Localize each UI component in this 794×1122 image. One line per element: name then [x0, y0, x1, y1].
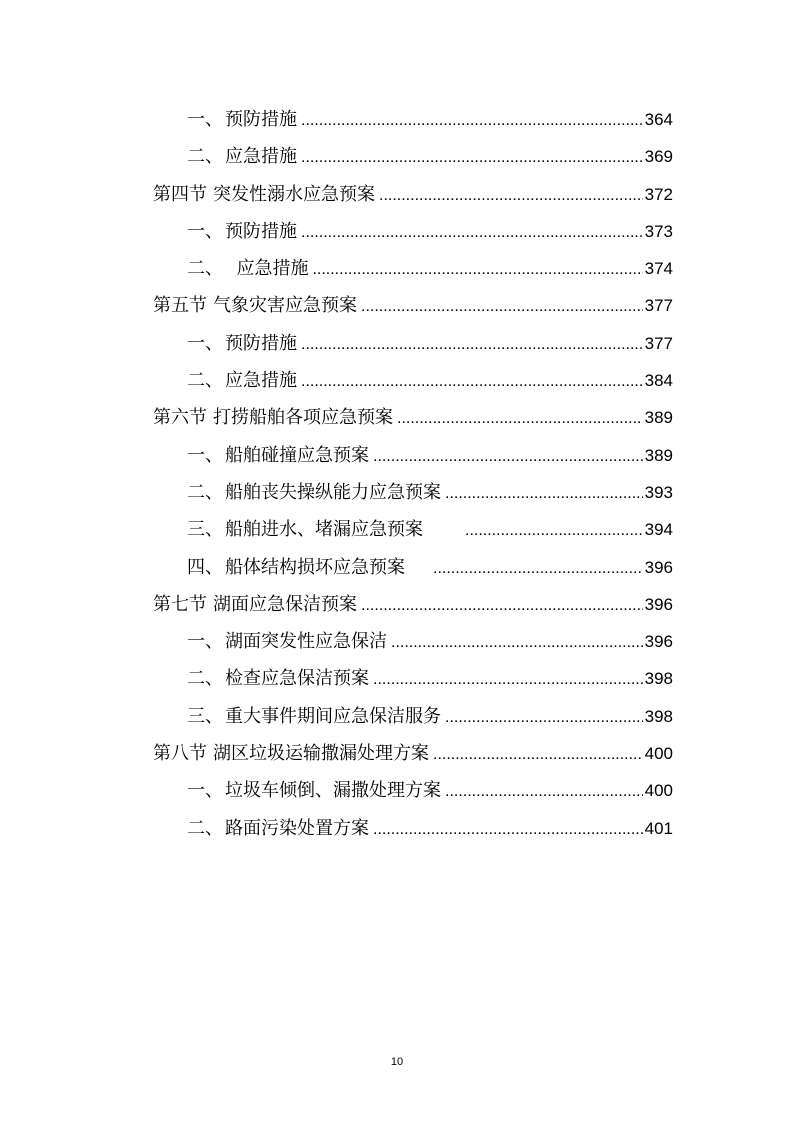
toc-entry-prefix: 二、 [187, 668, 223, 690]
toc-entry-title: 预防措施 [225, 332, 297, 354]
toc-dot-leader [361, 587, 643, 624]
toc-entry-prefix: 三、 [187, 519, 223, 541]
toc-entry-page: 396 [644, 632, 673, 652]
toc-entry[interactable] [153, 549, 673, 586]
toc-entry-prefix: 一、 [187, 631, 223, 653]
toc-dot-leader [433, 736, 643, 773]
toc-entry-page: 398 [644, 706, 673, 726]
toc-section-entry[interactable] [153, 176, 673, 213]
toc-entry-prefix: 一、 [187, 220, 223, 242]
toc-entry-prefix: 二、 [187, 481, 223, 503]
toc-entry-page: 373 [644, 221, 673, 241]
toc-dot-leader [445, 475, 643, 512]
toc-section-entry[interactable] [153, 735, 673, 772]
table-of-contents [153, 101, 673, 847]
toc-entry[interactable] [153, 772, 673, 809]
toc-entry-page: 396 [644, 557, 673, 577]
toc-section-title: 湖区垃圾运输撒漏处理方案 [213, 743, 429, 765]
toc-entry-title: 路面污染处置方案 [225, 817, 369, 839]
toc-entry[interactable] [153, 138, 673, 175]
toc-entry-page: 398 [644, 669, 673, 689]
toc-dot-leader [301, 326, 643, 363]
toc-dot-leader [397, 400, 643, 437]
toc-entry-page: 384 [644, 371, 673, 391]
toc-section-title: 湖面应急保洁预案 [213, 593, 357, 615]
toc-entry-prefix: 二、 [187, 817, 223, 839]
toc-dot-leader [373, 811, 643, 848]
toc-entry-title: 应急措施 [225, 146, 297, 168]
toc-entry-page: 369 [644, 147, 673, 167]
toc-section-title: 气象灾害应急预案 [213, 295, 357, 317]
toc-entry[interactable] [153, 810, 673, 847]
toc-entry[interactable] [153, 660, 673, 697]
toc-entry-prefix: 一、 [187, 780, 223, 802]
toc-entry-page: 400 [644, 744, 673, 764]
toc-entry[interactable] [153, 250, 673, 287]
toc-section-prefix: 第四节 [153, 183, 207, 205]
toc-dot-leader [301, 102, 643, 139]
toc-entry-page: 389 [644, 445, 673, 465]
toc-section-entry[interactable] [153, 399, 673, 436]
toc-entry-title: 应急措施 [225, 370, 297, 392]
toc-entry[interactable] [153, 623, 673, 660]
toc-entry[interactable] [153, 437, 673, 474]
toc-section-title: 打捞船舶各项应急预案 [213, 407, 393, 429]
toc-entry-page: 372 [644, 184, 673, 204]
toc-entry[interactable] [153, 511, 673, 548]
toc-entry-prefix: 四、 [187, 556, 223, 578]
toc-entry-title: 垃圾车倾倒、漏撒处理方案 [225, 780, 441, 802]
toc-entry-title: 湖面突发性应急保洁 [225, 631, 387, 653]
toc-dot-leader [361, 288, 643, 325]
toc-dot-leader [379, 177, 643, 214]
toc-dot-leader [301, 363, 643, 400]
toc-dot-leader [312, 251, 642, 288]
toc-dot-leader [301, 214, 643, 251]
toc-dot-leader [433, 550, 643, 587]
toc-entry-prefix: 二、 [187, 370, 223, 392]
toc-entry-prefix: 一、 [187, 332, 223, 354]
toc-dot-leader [373, 661, 643, 698]
toc-dot-leader [373, 438, 643, 475]
toc-entry-page: 389 [644, 408, 673, 428]
toc-dot-leader [465, 512, 643, 549]
toc-entry-title: 预防措施 [225, 109, 297, 130]
page-number: 10 [390, 1056, 404, 1068]
toc-entry-page: 396 [644, 594, 673, 614]
toc-entry-title: 船舶碰撞应急预案 [225, 444, 369, 466]
toc-section-prefix: 第七节 [153, 593, 207, 615]
toc-entry-page: 377 [644, 296, 673, 316]
toc-entry[interactable] [153, 698, 673, 735]
toc-entry[interactable] [153, 325, 673, 362]
toc-entry-page: 401 [644, 818, 673, 838]
toc-entry-page: 393 [644, 482, 673, 502]
toc-section-prefix: 第八节 [153, 743, 207, 765]
toc-entry-title: 检查应急保洁预案 [225, 668, 369, 690]
toc-section-title: 突发性溺水应急预案 [213, 183, 375, 205]
toc-entry[interactable] [153, 362, 673, 399]
toc-section-prefix: 第五节 [153, 295, 207, 317]
toc-entry-title: 船舶丧失操纵能力应急预案 [225, 481, 441, 503]
toc-entry[interactable] [153, 101, 673, 138]
toc-entry-prefix: 一、 [187, 444, 223, 466]
toc-entry-title: 应急措施 [225, 258, 309, 280]
toc-entry-prefix: 三、 [187, 705, 223, 727]
toc-entry[interactable] [153, 474, 673, 511]
toc-entry-title: 船舶进水、堵漏应急预案 [225, 519, 423, 541]
toc-dot-leader [445, 699, 643, 736]
toc-dot-leader [301, 139, 643, 176]
toc-entry-page: 377 [644, 333, 673, 353]
toc-entry-page: 394 [644, 520, 673, 540]
toc-entry-title: 重大事件期间应急保洁服务 [225, 705, 441, 727]
toc-section-prefix: 第六节 [153, 407, 207, 429]
toc-entry-title: 预防措施 [225, 220, 297, 242]
toc-entry-page: 400 [644, 781, 673, 801]
toc-entry-title: 船体结构损坏应急预案 [225, 556, 405, 578]
toc-entry-page: 364 [644, 110, 673, 129]
toc-entry[interactable] [153, 213, 673, 250]
toc-entry-page: 374 [644, 259, 673, 279]
toc-section-entry[interactable] [153, 586, 673, 623]
toc-section-entry[interactable] [153, 287, 673, 324]
toc-entry-prefix: 一、 [187, 109, 223, 130]
toc-entry-prefix: 二、 [187, 146, 223, 168]
toc-entry-prefix: 二、 [187, 258, 223, 280]
toc-dot-leader [391, 624, 643, 661]
toc-dot-leader [445, 773, 643, 810]
